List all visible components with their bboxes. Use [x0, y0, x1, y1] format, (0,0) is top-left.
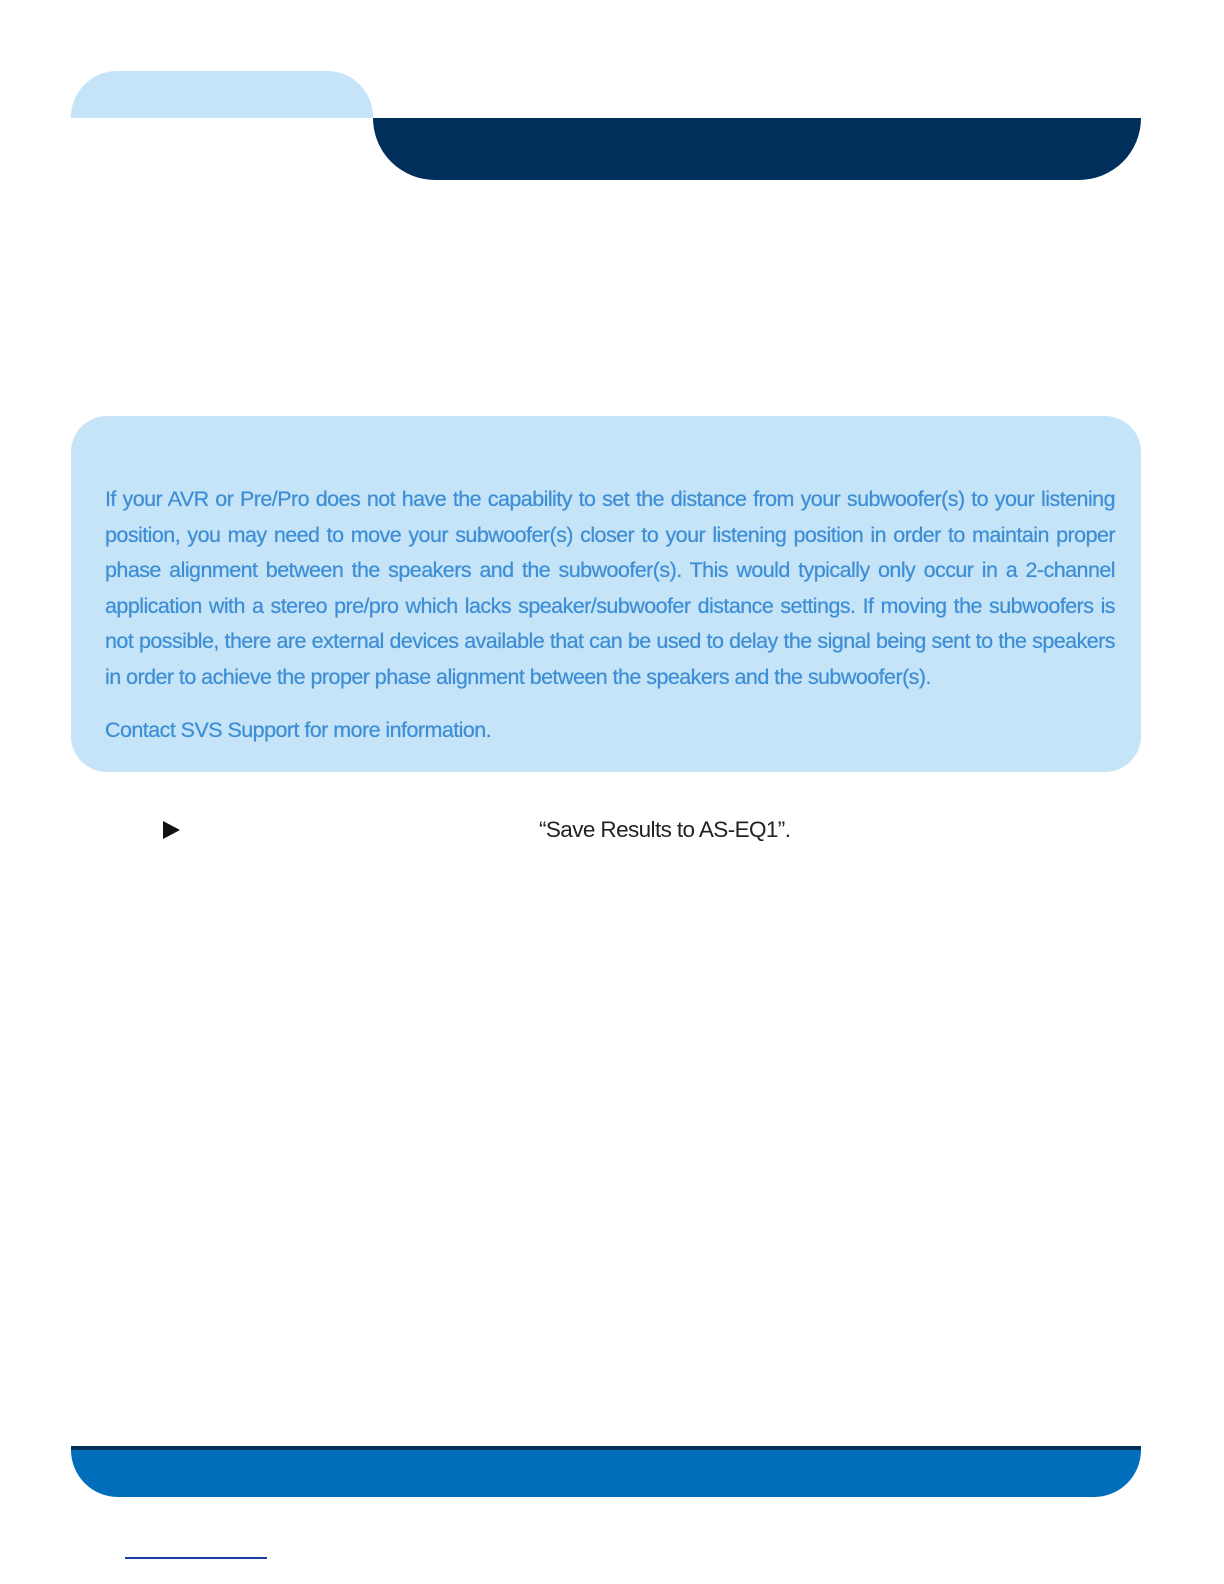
header-bar: [373, 118, 1141, 180]
note-paragraph: If your AVR or Pre/Pro does not have the capability to set the distance from your subwoofer(s) to your listening position, you may need to move your subwoofer(s) closer to your listening position in order to maintain proper phase alignment between the speakers and the subwoofer(s). This would typically only occur in a 2-channel application with a stereo pre/pro which lacks speaker/subwoofer distance settings. If moving the subwoofers is not possible, there are external devices available that can be used to delay the signal being sent to the speakers in order to achieve the proper phase alignment between the speakers and the subwoofer(s).: [105, 487, 1115, 689]
footer-bar: [71, 1450, 1141, 1497]
footer-link-underline: [125, 1557, 267, 1559]
play-arrow-icon: [163, 821, 180, 839]
step-text: “Save Results to AS-EQ1”.: [539, 817, 791, 842]
header-tab: [71, 71, 373, 118]
note-contact: Contact SVS Support for more information.: [105, 718, 492, 742]
note-box: [71, 416, 1141, 772]
